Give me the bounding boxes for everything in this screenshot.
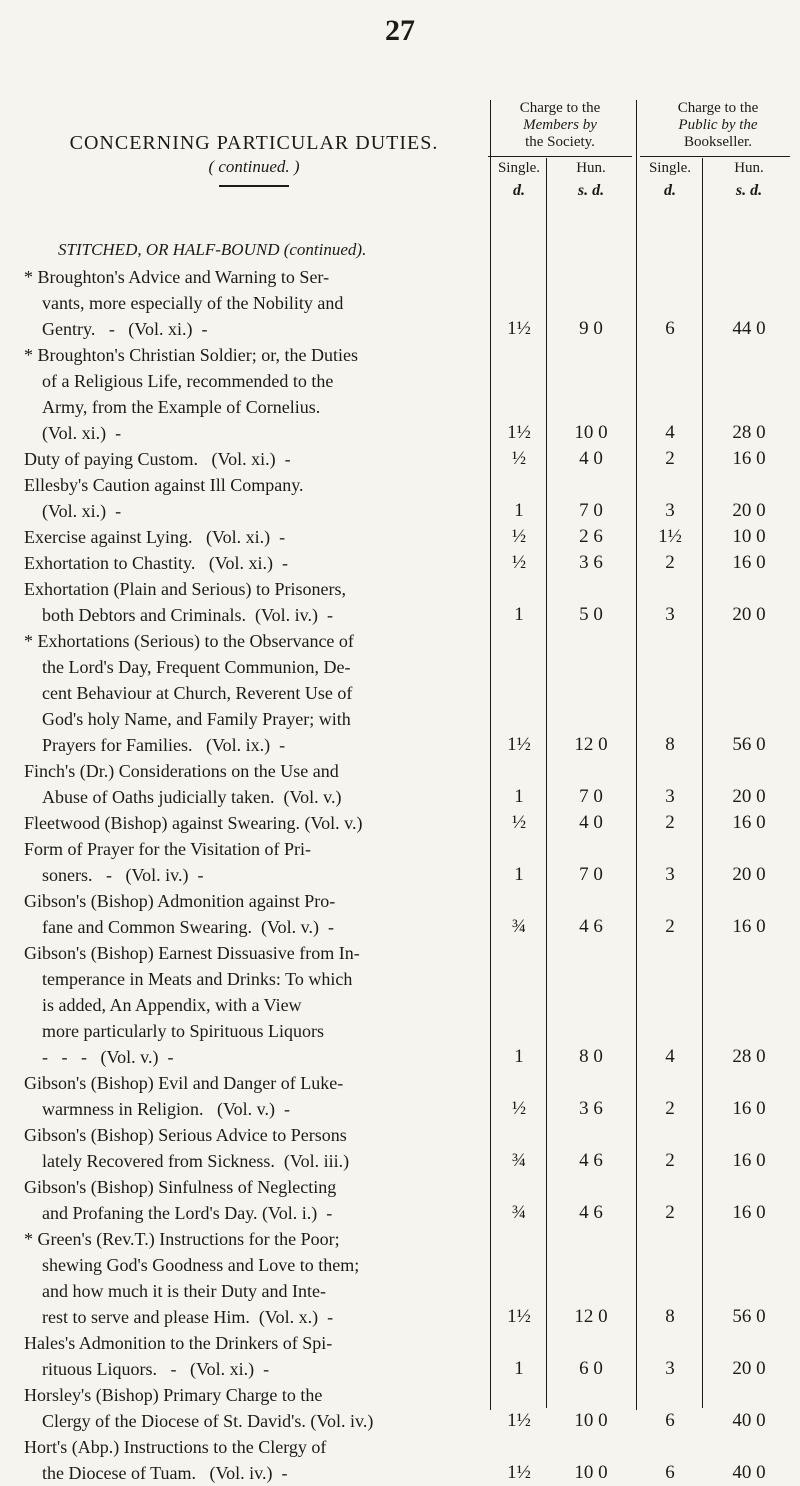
price-p-hun: 20 0: [732, 500, 766, 521]
price-m-single: 1: [514, 604, 524, 625]
entry-text: Form of Prayer for the Visitation of Pri-: [24, 839, 312, 859]
price-p-hun: 56 0: [732, 1306, 766, 1327]
entry-text: soners. - (Vol. iv.) -: [42, 865, 204, 885]
price-m-hun: 8 0: [579, 1046, 603, 1067]
entry-text: shewing God's Goodness and Love to them;: [42, 1255, 360, 1275]
price-m-single: ¾: [511, 1202, 527, 1223]
entry-line: [24, 940, 492, 966]
price-p-hun: 20 0: [732, 864, 766, 885]
entry-19: [24, 1434, 492, 1486]
price-m-hun: 4 6: [579, 1202, 603, 1223]
entry-line: [24, 706, 492, 732]
members-single-header: Single.: [497, 160, 541, 176]
entry-3: [24, 472, 492, 524]
entry-line: [24, 1304, 492, 1330]
entry-line: [24, 784, 492, 810]
entry-line: [24, 1122, 492, 1148]
entry-text: Gibson's (Bishop) Sinfulness of Neglecting: [24, 1177, 337, 1197]
entry-text: (Vol. xi.) -: [42, 501, 122, 521]
price-p-hun: 10 0: [732, 526, 766, 547]
price-m-hun: 5 0: [579, 604, 603, 625]
entry-text: * Broughton's Advice and Warning to Ser-: [24, 267, 330, 287]
price-p-hun: 40 0: [732, 1462, 766, 1483]
price-m-hun: 7 0: [579, 786, 603, 807]
entry-text: Gibson's (Bishop) Serious Advice to Persons: [24, 1125, 347, 1145]
entry-text: (Vol. xi.) -: [42, 423, 122, 443]
price-m-hun: 4 0: [579, 448, 603, 469]
price-m-hun: 7 0: [579, 500, 603, 521]
price-p-single: 1½: [658, 526, 682, 547]
members-column-heading: Charge to the Members by the Society.: [519, 100, 601, 150]
entry-text: and Profaning the Lord's Day. (Vol. i.) -: [42, 1203, 333, 1223]
price-m-hun: 12 0: [574, 1306, 608, 1327]
page-number: 27: [385, 14, 415, 47]
entry-text: Hort's (Abp.) Instructions to the Clergy of: [24, 1437, 327, 1457]
entry-text: more particularly to Spirituous Liquors: [42, 1021, 324, 1041]
entry-text: both Debtors and Criminals. (Vol. iv.) -: [42, 605, 333, 625]
entry-line: [24, 576, 492, 602]
price-m-single: ½: [511, 448, 527, 469]
table-rule-middle: [636, 100, 637, 1410]
price-m-single: ½: [511, 526, 527, 547]
price-p-single: 2: [665, 916, 675, 937]
price-m-single: 1: [514, 500, 524, 521]
price-m-single: 1½: [507, 318, 531, 339]
entry-0: [24, 264, 492, 342]
entry-line: [24, 394, 492, 420]
entry-line: [24, 1382, 492, 1408]
price-m-hun: 6 0: [579, 1358, 603, 1379]
entry-text: rituous Liquors. - (Vol. xi.) -: [42, 1359, 270, 1379]
entry-line: [24, 992, 492, 1018]
entry-line: [24, 446, 492, 472]
entry-text: Army, from the Example of Cornelius.: [42, 397, 321, 417]
price-m-single: 1½: [507, 1462, 531, 1483]
price-p-hun: 44 0: [732, 318, 766, 339]
public-single-header: Single.: [648, 160, 692, 176]
entry-line: [24, 1148, 492, 1174]
entry-line: [24, 966, 492, 992]
entry-16: [24, 1226, 492, 1330]
price-p-single: 2: [665, 552, 675, 573]
entry-line: [24, 758, 492, 784]
entry-line: [24, 1200, 492, 1226]
entry-text: * Green's (Rev.T.) Instructions for the Poor;: [24, 1229, 340, 1249]
price-p-hun: 20 0: [732, 1358, 766, 1379]
price-p-single: 2: [665, 1098, 675, 1119]
price-p-single: 8: [665, 1306, 675, 1327]
entry-line: [24, 914, 492, 940]
entry-text: lately Recovered from Sickness. (Vol. iii.): [42, 1151, 350, 1171]
price-m-hun: 10 0: [574, 1410, 608, 1431]
entry-text: * Exhortations (Serious) to the Observance of: [24, 631, 354, 651]
entry-line: [24, 836, 492, 862]
price-p-single: 4: [665, 1046, 675, 1067]
entry-10: [24, 836, 492, 888]
price-p-hun: 20 0: [732, 786, 766, 807]
price-p-single: 2: [665, 812, 675, 833]
price-p-single: 3: [665, 1358, 675, 1379]
price-m-hun: 7 0: [579, 864, 603, 885]
price-p-single: 2: [665, 1202, 675, 1223]
price-p-hun: 40 0: [732, 1410, 766, 1431]
price-m-single: 1½: [507, 422, 531, 443]
entry-line: [24, 1278, 492, 1304]
price-p-hun: 16 0: [732, 552, 766, 573]
price-m-single: 1½: [507, 1410, 531, 1431]
entry-12: [24, 940, 492, 1070]
price-m-single: ½: [511, 812, 527, 833]
public-single-unit: d.: [664, 182, 676, 199]
page-header: [24, 132, 484, 187]
entry-text: Fleetwood (Bishop) against Swearing. (Vol. v.): [24, 813, 363, 833]
entry-text: - - - (Vol. v.) -: [42, 1047, 174, 1067]
entry-text: God's holy Name, and Family Prayer; with: [42, 709, 351, 729]
entry-line: [24, 888, 492, 914]
entry-line: [24, 1434, 492, 1460]
entry-14: [24, 1122, 492, 1174]
price-p-single: 6: [665, 1410, 675, 1431]
entry-line: [24, 524, 492, 550]
price-m-single: 1½: [507, 1306, 531, 1327]
entry-text: Gibson's (Bishop) Evil and Danger of Luke-: [24, 1073, 344, 1093]
entry-line: [24, 680, 492, 706]
price-p-hun: 28 0: [732, 1046, 766, 1067]
entry-text: fane and Common Swearing. (Vol. v.) -: [42, 917, 334, 937]
entry-text: Clergy of the Diocese of St. David's. (Vol. iv.): [42, 1411, 374, 1431]
members-hundred-unit: s. d.: [577, 182, 605, 199]
entry-18: [24, 1382, 492, 1434]
entry-text: Gibson's (Bishop) Admonition against Pro-: [24, 891, 336, 911]
entry-7: [24, 628, 492, 758]
entry-text: temperance in Meats and Drinks: To which: [42, 969, 353, 989]
price-m-hun: 2 6: [579, 526, 603, 547]
entry-line: [24, 1330, 492, 1356]
price-p-hun: 16 0: [732, 812, 766, 833]
price-p-single: 6: [665, 1462, 675, 1483]
entry-6: [24, 576, 492, 628]
section-subtitle: ( continued. ): [208, 157, 300, 176]
price-m-hun: 4 6: [579, 1150, 603, 1171]
entry-text: and how much it is their Duty and Inte-: [42, 1281, 326, 1301]
price-m-hun: 10 0: [574, 422, 608, 443]
entry-text: Exhortation (Plain and Serious) to Prisoners,: [24, 579, 346, 599]
members-hundred-header: Hun.: [576, 160, 606, 176]
entry-line: [24, 1226, 492, 1252]
entry-text: Gibson's (Bishop) Earnest Dissuasive from In-: [24, 943, 360, 963]
entry-text: the Lord's Day, Frequent Communion, De-: [42, 657, 351, 677]
price-p-single: 4: [665, 422, 675, 443]
section-label: STITCHED, OR HALF-BOUND (continued).: [58, 240, 367, 259]
price-p-single: 8: [665, 734, 675, 755]
entry-text: Prayers for Families. (Vol. ix.) -: [42, 735, 286, 755]
public-column-heading: Charge to the Public by the Bookseller.: [677, 100, 759, 150]
price-p-hun: 16 0: [732, 916, 766, 937]
entry-line: [24, 654, 492, 680]
price-m-hun: 4 6: [579, 916, 603, 937]
entry-2: [24, 446, 492, 472]
entry-text: Horsley's (Bishop) Primary Charge to the: [24, 1385, 323, 1405]
public-column-divider: [702, 158, 703, 1408]
price-m-single: 1: [514, 1358, 524, 1379]
entry-text: Abuse of Oaths judicially taken. (Vol. v.): [42, 787, 342, 807]
entry-text: of a Religious Life, recommended to the: [42, 371, 334, 391]
entry-line: [24, 368, 492, 394]
entry-line: [24, 1174, 492, 1200]
entry-4: [24, 524, 492, 550]
price-p-single: 3: [665, 500, 675, 521]
price-p-single: 3: [665, 864, 675, 885]
entry-line: [24, 316, 492, 342]
section-title: CONCERNING PARTICULAR DUTIES.: [69, 132, 439, 154]
entry-line: [24, 628, 492, 654]
entry-15: [24, 1174, 492, 1226]
members-heading-rule: [488, 156, 632, 157]
price-p-single: 2: [665, 1150, 675, 1171]
entry-line: [24, 290, 492, 316]
entry-line: [24, 472, 492, 498]
price-m-hun: 4 0: [579, 812, 603, 833]
price-p-hun: 16 0: [732, 1202, 766, 1223]
entry-line: [24, 862, 492, 888]
price-p-single: 6: [665, 318, 675, 339]
price-p-hun: 28 0: [732, 422, 766, 443]
price-m-hun: 10 0: [574, 1462, 608, 1483]
entry-5: [24, 550, 492, 576]
entry-17: [24, 1330, 492, 1382]
entry-text: Exercise against Lying. (Vol. xi.) -: [24, 527, 286, 547]
price-m-single: ½: [511, 1098, 527, 1119]
entry-1: [24, 342, 492, 446]
price-p-hun: 20 0: [732, 604, 766, 625]
entry-text: Ellesby's Caution against Ill Company.: [24, 475, 304, 495]
price-m-hun: 9 0: [579, 318, 603, 339]
price-p-hun: 56 0: [732, 734, 766, 755]
entry-line: [24, 1096, 492, 1122]
entry-line: [24, 1044, 492, 1070]
entry-text: Exhortation to Chastity. (Vol. xi.) -: [24, 553, 288, 573]
entry-line: [24, 810, 492, 836]
entry-text: Hales's Admonition to the Drinkers of Spi-: [24, 1333, 333, 1353]
entry-text: the Diocese of Tuam. (Vol. iv.) -: [42, 1463, 288, 1483]
entry-text: Gentry. - (Vol. xi.) -: [42, 319, 208, 339]
entry-text: * Broughton's Christian Soldier; or, the Duties: [24, 345, 359, 365]
entry-text: warmness in Religion. (Vol. v.) -: [42, 1099, 290, 1119]
members-column-divider: [546, 158, 547, 1408]
price-m-single: 1: [514, 864, 524, 885]
entry-11: [24, 888, 492, 940]
entry-line: [24, 420, 492, 446]
entry-line: [24, 1408, 492, 1434]
entry-text: vants, more especially of the Nobility and: [42, 293, 344, 313]
entry-13: [24, 1070, 492, 1122]
price-p-hun: 16 0: [732, 1098, 766, 1119]
entry-line: [24, 732, 492, 758]
price-m-single: 1½: [507, 734, 531, 755]
price-m-single: ¾: [511, 916, 527, 937]
price-m-hun: 3 6: [579, 552, 603, 573]
entry-line: [24, 498, 492, 524]
title-rule: [219, 185, 289, 187]
public-hundred-unit: s. d.: [735, 182, 763, 199]
entry-line: [24, 1460, 492, 1486]
price-m-single: 1: [514, 1046, 524, 1067]
entry-8: [24, 758, 492, 810]
price-p-hun: 16 0: [732, 448, 766, 469]
entry-line: [24, 550, 492, 576]
entry-line: [24, 342, 492, 368]
price-p-single: 3: [665, 604, 675, 625]
price-m-single: 1: [514, 786, 524, 807]
public-hundred-header: Hun.: [734, 160, 764, 176]
price-p-single: 2: [665, 448, 675, 469]
entry-9: [24, 810, 492, 836]
price-m-hun: 3 6: [579, 1098, 603, 1119]
entry-text: rest to serve and please Him. (Vol. x.) -: [42, 1307, 334, 1327]
entry-text: cent Behaviour at Church, Reverent Use of: [42, 683, 353, 703]
price-m-single: ½: [511, 552, 527, 573]
price-p-hun: 16 0: [732, 1150, 766, 1171]
entry-line: [24, 264, 492, 290]
public-heading-rule: [640, 156, 790, 157]
entry-line: [24, 602, 492, 628]
price-m-hun: 12 0: [574, 734, 608, 755]
entry-line: [24, 1356, 492, 1382]
price-m-single: ¾: [511, 1150, 527, 1171]
price-p-single: 3: [665, 786, 675, 807]
entry-text: Duty of paying Custom. (Vol. xi.) -: [24, 449, 291, 469]
entry-text: is added, An Appendix, with a View: [42, 995, 302, 1015]
entry-line: [24, 1018, 492, 1044]
members-single-unit: d.: [513, 182, 525, 199]
entry-text: Finch's (Dr.) Considerations on the Use and: [24, 761, 339, 781]
entry-line: [24, 1070, 492, 1096]
entry-line: [24, 1252, 492, 1278]
